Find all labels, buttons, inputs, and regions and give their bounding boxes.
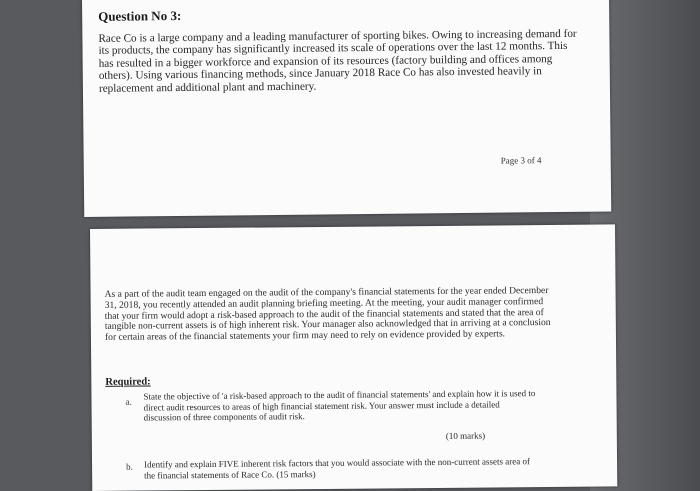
question-title: Question No 3: [98, 7, 182, 24]
document-page-3 [82, 0, 611, 217]
item-a-text: State the objective of 'a risk-based approach to the audit of financial statements' and explain how it is used to direct audit resources to areas of high financial statement risk. Your answer must include a detailed discussion of three components of audit risk. [143, 388, 536, 423]
question-paragraph: Race Co is a large company and a leading manufacturer of sporting bikes. Owing to increasing demand for its products, the company has significantly increased its scale of operations over the last 12 months. This has resulted in a bigger workforce and expansion of its resources (factory building and offices among others). Using various financing methods, since January 2018 Race Co has also invested heavily in replacement and additional plant and machinery. [98, 27, 577, 95]
item-a-marks: (10 marks) [445, 430, 486, 441]
item-b-marker: b. [126, 461, 133, 472]
document-page-4 [90, 224, 617, 491]
audit-paragraph: As a part of the audit team engaged on the audit of the company's financial statements for the year ended December 31, 2018, you recently attended an audit planning briefing meeting. At the meeting, your audit manager confirmed that your firm would adopt a risk-based approach to the audit of the financial statements and stated that the area of tangible non-current assets is of high inherent risk. Your manager also acknowledged that in arriving at a conclusion for certain areas of the financial statements your firm may need to rely on evidence provided by experts. [104, 285, 551, 344]
page-number: Page 3 of 4 [500, 155, 542, 166]
item-a-marker: a. [125, 396, 132, 407]
required-heading: Required: [105, 376, 151, 388]
item-b-text: Identify and explain FIVE inherent risk factors that you would associate with the non-current assets area of the financial statements of Race Co. (15 marks) [144, 456, 530, 481]
